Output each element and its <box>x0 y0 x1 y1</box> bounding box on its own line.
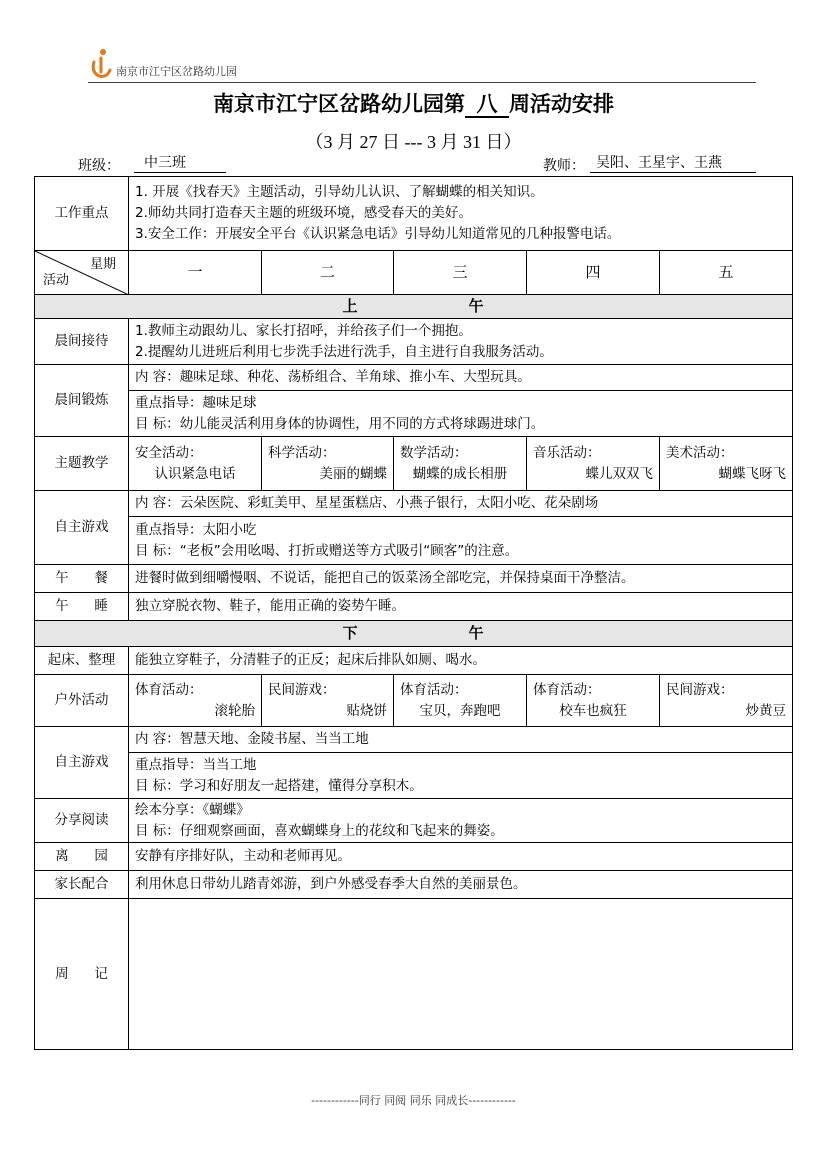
activity-type: 体育活动： <box>533 681 601 698</box>
free-play-am-label: 自主游戏 <box>35 491 129 565</box>
nap-content: 独立穿脱衣物、鞋子，能用正确的姿势午睡。 <box>129 593 793 621</box>
lunch-label: 午 餐 <box>35 565 129 593</box>
header-school-name: 南京市江宁区岔路幼儿园 <box>116 65 237 78</box>
lunch-row <box>35 565 793 593</box>
free-play-focus: 重点指导：当当工地 <box>135 756 257 773</box>
class-label: 班级： <box>78 158 120 174</box>
outdoor-cell-mon <box>129 675 262 727</box>
weekly-notes-content[interactable] <box>129 899 793 1050</box>
weekday-wed: 三 <box>394 251 527 295</box>
outdoor-cell-tue <box>262 675 394 727</box>
morning-exercise-detail <box>129 391 793 437</box>
free-play-am-row <box>35 491 793 517</box>
page-footer: ------------同行 同阅 同乐 同成长------------ <box>311 1094 516 1107</box>
morning-exercise-label: 晨间锻炼 <box>35 365 129 437</box>
diagonal-header-cell <box>35 251 129 295</box>
leaving-row <box>35 843 793 871</box>
reading-goal: 目 标：仔细观察画面，喜欢蝴蝶身上的花纹和飞起来的舞姿。 <box>135 822 504 839</box>
outdoor-cell-wed <box>394 675 527 727</box>
school-logo-icon <box>90 48 112 78</box>
wake-up-content: 能独立穿鞋子，分清鞋子的正反；起床后排队如厕、喝水。 <box>129 647 793 675</box>
leaving-content: 安静有序排好队，主动和老师再见。 <box>129 843 793 871</box>
weekly-notes-row <box>35 899 793 1050</box>
free-play-goal: 目 标：“老板”会用吆喝、打折或赠送等方式吸引“顾客”的注意。 <box>135 542 519 559</box>
morning-reception-row <box>35 319 793 365</box>
activity-type: 科学活动： <box>268 444 336 461</box>
afternoon-section-header <box>35 621 793 647</box>
lunch-content: 进餐时做到细嚼慢咽、不说话，能把自己的饭菜汤全部吃完，并保持桌面干净整洁。 <box>129 565 793 593</box>
weekday-header-row <box>35 251 793 295</box>
nap-row <box>35 593 793 621</box>
diag-activity-label: 活动 <box>43 273 70 288</box>
title-week-number: 八 <box>465 92 509 118</box>
reception-line: 1.教师主动跟幼儿、家长打招呼，并给孩子们一个拥抱。 <box>135 322 472 339</box>
activity-name: 宝贝，奔跑吧 <box>419 702 501 719</box>
outdoor-row <box>35 675 793 727</box>
weekday-thu: 四 <box>527 251 660 295</box>
header-divider <box>88 82 756 83</box>
activity-name: 炒黄豆 <box>745 702 787 719</box>
activity-name: 蝴蝶的成长相册 <box>412 465 508 482</box>
focus-line: 2.师幼共同打造春天主题的班级环境，感受春天的美好。 <box>135 205 472 221</box>
weekday-mon: 一 <box>129 251 262 295</box>
parents-content: 利用休息日带幼儿踏青郊游，到户外感受春季大自然的美丽景色。 <box>129 871 793 899</box>
activity-name: 滚轮胎 <box>214 702 255 719</box>
morning-section-header <box>35 295 793 319</box>
parents-row <box>35 871 793 899</box>
section-char: 上 <box>342 297 359 315</box>
theme-teaching-row <box>35 437 793 491</box>
morning-exercise-detail-row <box>35 391 793 437</box>
focus-row <box>35 177 793 251</box>
activity-type: 民间游戏： <box>268 681 336 698</box>
weekday-tue: 二 <box>262 251 394 295</box>
theme-cell-fri <box>660 437 793 491</box>
free-play-pm-content: 内 容：智慧天地、金陵书屋、当当工地 <box>129 727 793 753</box>
free-play-am-content: 内 容：云朵医院、彩虹美甲、星星蛋糕店、小燕子银行，太阳小吃、花朵剧场 <box>129 491 793 517</box>
reading-content <box>129 799 793 843</box>
date-range: （3 月 27 日 --- 3 月 31 日） <box>305 132 522 152</box>
diag-weekday-label: 星期 <box>89 257 116 272</box>
theme-teaching-label: 主题教学 <box>35 437 129 491</box>
activity-type: 体育活动： <box>400 681 468 698</box>
focus-content <box>129 177 793 251</box>
outdoor-cell-thu <box>527 675 660 727</box>
reception-line: 2.提醒幼儿进班后利用七步洗手法进行洗手，自主进行自我服务活动。 <box>135 343 553 360</box>
reading-row <box>35 799 793 843</box>
morning-exercise-row <box>35 365 793 391</box>
weekday-fri: 五 <box>660 251 793 295</box>
reading-book: 绘本分享：《蝴蝶》 <box>135 801 250 818</box>
activity-type: 体育活动： <box>135 681 203 698</box>
nap-label: 午 睡 <box>35 593 129 621</box>
wake-up-row <box>35 647 793 675</box>
title-suffix: 周活动安排 <box>509 91 614 116</box>
teacher-label: 教师： <box>543 158 585 174</box>
activity-type: 数学活动： <box>400 444 468 461</box>
reading-label: 分享阅读 <box>35 799 129 843</box>
activity-name: 美丽的蝴蝶 <box>319 465 387 482</box>
wake-up-label: 起床、整理 <box>35 647 129 675</box>
free-play-am-detail <box>129 517 793 565</box>
free-play-focus: 重点指导：太阳小吃 <box>135 521 257 538</box>
section-char: 下 <box>342 624 359 642</box>
focus-line: 3.安全工作：开展安全平台《认识紧急电话》引导幼儿知道常见的几种报警电话。 <box>135 226 621 242</box>
title-prefix: 南京市江宁区岔路幼儿园第 <box>213 91 465 116</box>
morning-reception-content <box>129 319 793 365</box>
theme-cell-mon <box>129 437 262 491</box>
free-play-pm-row <box>35 727 793 753</box>
activity-type: 音乐活动： <box>533 444 601 461</box>
activity-type: 民间游戏： <box>666 681 734 698</box>
free-play-goal: 目 标：学习和好朋友一起搭建，懂得分享积木。 <box>135 777 423 794</box>
activity-name: 蝴蝶飞呀飞 <box>718 465 787 482</box>
theme-cell-wed <box>394 437 527 491</box>
theme-cell-thu <box>527 437 660 491</box>
weekly-plan-table <box>34 176 793 1050</box>
free-play-pm-label: 自主游戏 <box>35 727 129 799</box>
exercise-goal: 目 标：幼儿能灵活利用身体的协调性，用不同的方式将球踢进球门。 <box>135 415 545 432</box>
exercise-focus: 重点指导：趣味足球 <box>135 394 257 411</box>
activity-type: 安全活动： <box>135 444 203 461</box>
outdoor-label: 户外活动 <box>35 675 129 727</box>
morning-exercise-content: 内 容：趣味足球、种花、荡桥组合、羊角球、推小车、大型玩具。 <box>129 365 793 391</box>
leaving-label: 离 园 <box>35 843 129 871</box>
class-value: 中三班 <box>134 155 226 173</box>
free-play-pm-detail <box>129 753 793 799</box>
focus-label: 工作重点 <box>35 177 129 251</box>
afternoon-section-row <box>35 621 793 647</box>
weekly-notes-label: 周 记 <box>35 899 129 1050</box>
morning-section-row <box>35 295 793 319</box>
theme-cell-tue <box>262 437 394 491</box>
free-play-am-detail-row <box>35 517 793 565</box>
activity-type: 美术活动： <box>666 444 734 461</box>
free-play-pm-detail-row <box>35 753 793 799</box>
page-title <box>0 88 827 118</box>
teacher-value: 吴阳、王星宇、王燕 <box>590 155 756 173</box>
section-char: 午 <box>468 297 485 315</box>
activity-name: 蝶儿双双飞 <box>585 465 653 482</box>
activity-name: 认识紧急电话 <box>154 465 236 482</box>
parents-label: 家长配合 <box>35 871 129 899</box>
section-char: 午 <box>468 624 485 642</box>
activity-name: 贴烧饼 <box>346 702 387 719</box>
morning-reception-label: 晨间接待 <box>35 319 129 365</box>
outdoor-cell-fri <box>660 675 793 727</box>
focus-line: 1. 开展《找春天》主题活动，引导幼儿认识、了解蝴蝶的相关知识。 <box>135 184 544 200</box>
activity-name: 校车也疯狂 <box>559 702 627 719</box>
